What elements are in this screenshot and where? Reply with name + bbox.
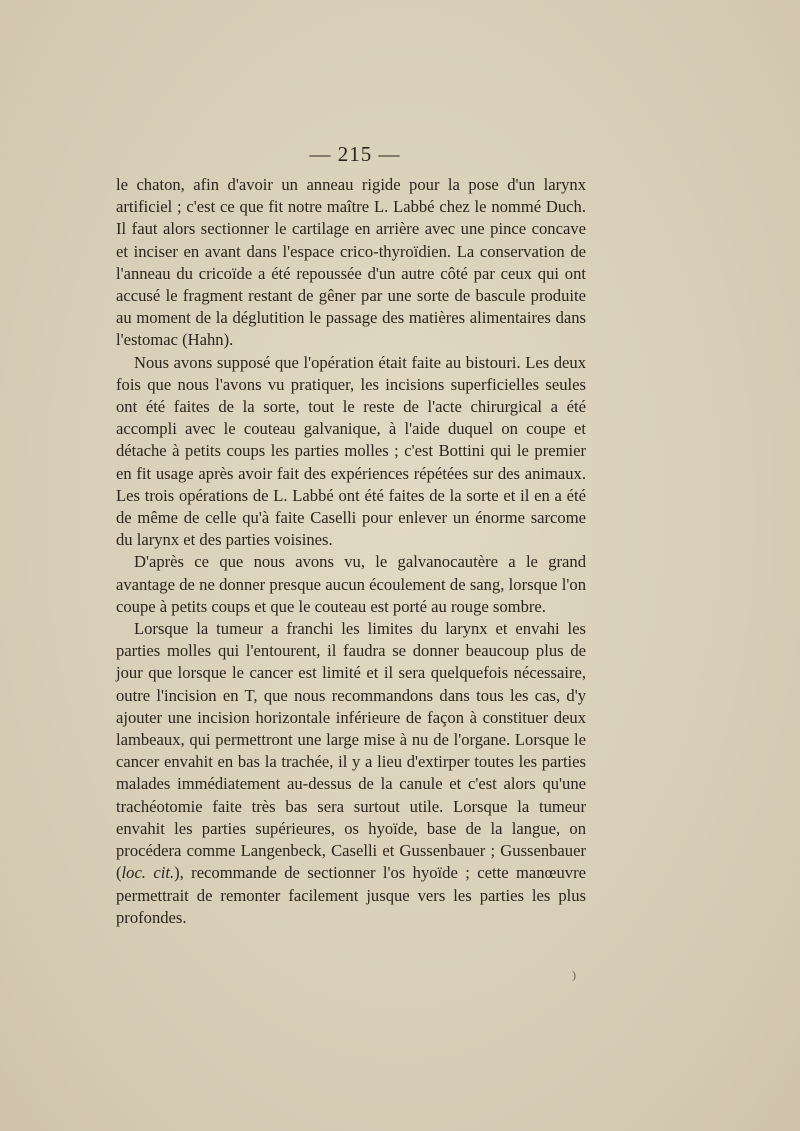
body-text xyxy=(116,174,586,929)
corner-mark: ) xyxy=(572,968,576,982)
paragraph-4-end: ), recommande de sectionner l'os hyoïde ; cette manœuvre permettrait de remonter facilement jusque vers les parties les plus profondes. xyxy=(116,863,586,927)
paragraph-4-text: Lorsque la tumeur a franchi les limites du larynx et envahi les parties molles qui l'entourent, il faudra se donner beaucoup plus de jour que lorsque le cancer est limité et il sera quelquefois nécessaire, outre l'incision en T, que nous recommandons dans tous les cas, d'y ajouter une incision horizontale inférieure de façon à constituer deux lambeaux, qui permettront une large mise à nu de l'organe. Lorsque le cancer envahit en bas la trachée, il y a lieu d'extirper toutes les parties malades immédiatement au-dessus de la canule et c'est alors qu'une trachéotomie faite très bas sera surtout utile. Lorsque la tumeur envahit les parties supérieures, os hyoïde, base de la langue, on procédera comme Langenbeck, Caselli et Gussenbauer ; Gussenbauer ( xyxy=(116,619,586,883)
paragraph-1: le chaton, afin d'avoir un anneau rigide pour la pose d'un larynx artificiel ; c'est ce que fit notre maître L. Labbé chez le nommé Duch. Il faut alors sectionner le cartilage en arrière avec une pince concave et inciser en avant dans l'espace crico-thyroïdien. La conservation de l'anneau du cricoïde a été repoussée d'un autre côté par ceux qui ont accusé le fragment restant de gêner par une sorte de bascule produite au moment de la déglutition le passage des matières alimentaires dans l'estomac (Hahn). xyxy=(116,175,586,350)
citation-italic: loc. cit. xyxy=(121,863,175,883)
paragraph-2: Nous avons supposé que l'opération était faite au bistouri. Les deux fois que nous l'avons vu pratiquer, les incisions superficielles seules ont été faites de la sorte, tout le reste de l'acte chirurgical a été accompli avec le couteau galvanique, à l'aide duquel on coupe et détache à petits coups les parties molles ; c'est Bottini qui le premier en fit usage après avoir fait des expériences répétées sur des animaux. Les trois opérations de L. Labbé ont été faites de la sorte et il en a été de même de celle qu'à faite Caselli pour enlever un énorme sarcome du larynx et des parties voisines. xyxy=(116,352,586,550)
paragraph-3: D'après ce que nous avons vu, le galvanocautère a le grand avantage de ne donner presque aucun écoulement de sang, lorsque l'on coupe à petits coups et que le couteau est porté au rouge sombre. xyxy=(116,552,586,616)
page-number: — 215 — xyxy=(309,142,401,166)
paragraph-4 xyxy=(116,618,586,929)
